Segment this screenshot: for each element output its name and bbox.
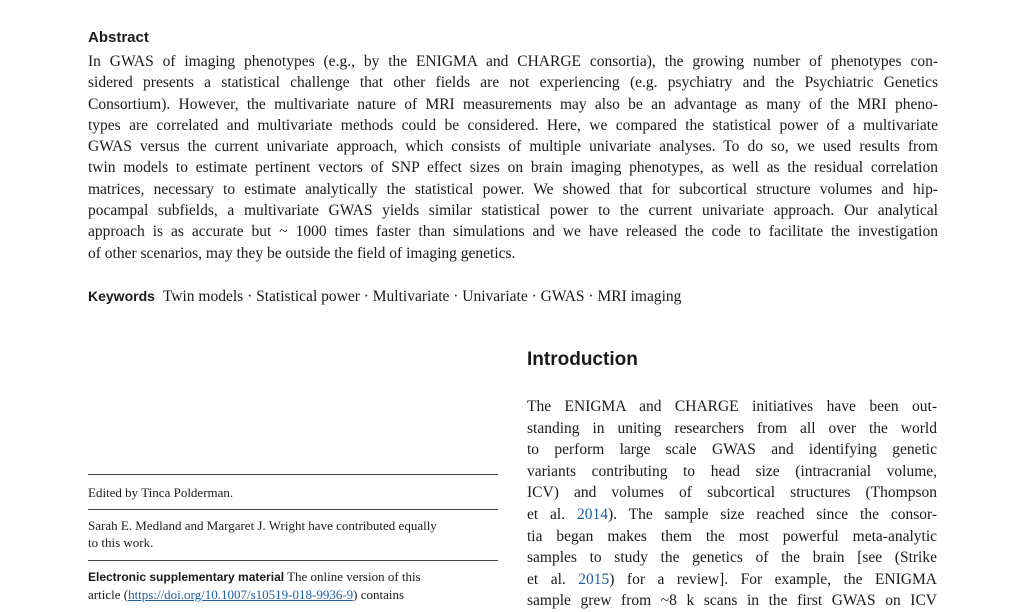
contribution-note	[88, 517, 498, 552]
intro-line: standing in uniting researchers from all over the world	[527, 419, 937, 437]
abstract-line: In GWAS of imaging phenotypes (e.g., by the ENIGMA and CHARGE consortia), the growing number of phenotypes con-	[88, 53, 938, 70]
intro-line: tia began makes them the most powerful meta-analytic	[527, 527, 937, 545]
intro-text: et al.	[527, 570, 579, 588]
abstract-line: Consortium). However, the multivariate nature of MRI measurements may also be an advantage as many of the MRI pheno-	[88, 95, 938, 113]
abstract-line: types are correlated and multivariate methods could be considered. Here, we compared the statistical power of a multivariate	[88, 116, 938, 134]
abstract-line: sidered presents a statistical challenge that other fields are not experiencing (e.g. psychiatry and the Psychiatric Genetics	[88, 74, 938, 92]
citation-link-2014[interactable]: 2014	[576, 505, 608, 523]
abstract-line: pocampal subfields, a multivariate GWAS yields similar statistical power to the current univariate approach. Our analytical	[88, 202, 938, 220]
esm-label: Electronic supplementary material	[88, 569, 285, 584]
keywords	[88, 288, 681, 306]
intro-line: sample grew from ~8 k scans in the first GWAS on ICV	[527, 592, 937, 610]
intro-line: The ENIGMA and CHARGE initiatives have been out-	[527, 398, 937, 415]
intro-line: variants contributing to head size (intracranial volume,	[527, 462, 937, 480]
footnote-divider	[88, 560, 498, 561]
esm-text: The online version of this	[284, 568, 421, 584]
intro-line	[527, 569, 937, 591]
footnote-divider	[88, 474, 498, 475]
intro-line: samples to study the genetics of the brain [see (Strike	[527, 549, 937, 567]
abstract-line: matrices, necessary to estimate analytically the statistical power. We showed that for subcortical structure volumes and hip-	[88, 180, 938, 198]
esm-text: ) contains	[353, 587, 405, 602]
introduction-body	[527, 396, 937, 612]
esm-text: article (	[88, 587, 129, 602]
introduction-heading: Introduction	[527, 349, 638, 370]
abstract-line: twin models to estimate pertinent vectors of SNP effect sizes on brain imaging phenotypes, as well as the residual correlation	[88, 159, 938, 177]
footnote-divider	[88, 509, 498, 510]
contribution-line: Sarah E. Medland and Margaret J. Wright have contributed equally	[88, 517, 437, 533]
abstract-line: approach is as accurate but ~ 1000 times faster than simulations and we have released the code to facilitate the investigation	[88, 223, 938, 241]
abstract-body	[88, 51, 938, 264]
intro-line	[527, 504, 937, 526]
keywords-text: Twin models · Statistical power · Multivariate · Univariate · GWAS · MRI imaging	[162, 288, 682, 305]
keywords-label: Keywords	[88, 288, 155, 304]
contribution-line: to this work.	[88, 535, 154, 550]
footnotes	[88, 474, 498, 604]
intro-text: ). The sample size reached since the consor-	[607, 505, 937, 523]
intro-text: ) for a review]. For example, the ENIGMA	[609, 570, 937, 588]
abstract-line: of other scenarios, may they be outside the field of imaging genetics.	[88, 244, 516, 262]
intro-line: ICV) and volumes of subcortical structures (Thompson	[527, 484, 937, 502]
intro-text: et al.	[527, 505, 577, 523]
edited-by-note: Edited by Tinca Polderman.	[88, 485, 234, 500]
supplementary-note	[88, 568, 498, 604]
intro-line: to perform large scale GWAS and identifying genetic	[527, 441, 937, 459]
abstract-line: GWAS versus the current univariate approach, which consists of multiple univariate analyses. To do so, we used results from	[88, 138, 938, 156]
doi-link[interactable]: https://doi.org/10.1007/s10519-018-9936-9	[128, 587, 354, 602]
citation-link-2015[interactable]: 2015	[578, 570, 610, 588]
abstract-heading: Abstract	[88, 29, 149, 46]
